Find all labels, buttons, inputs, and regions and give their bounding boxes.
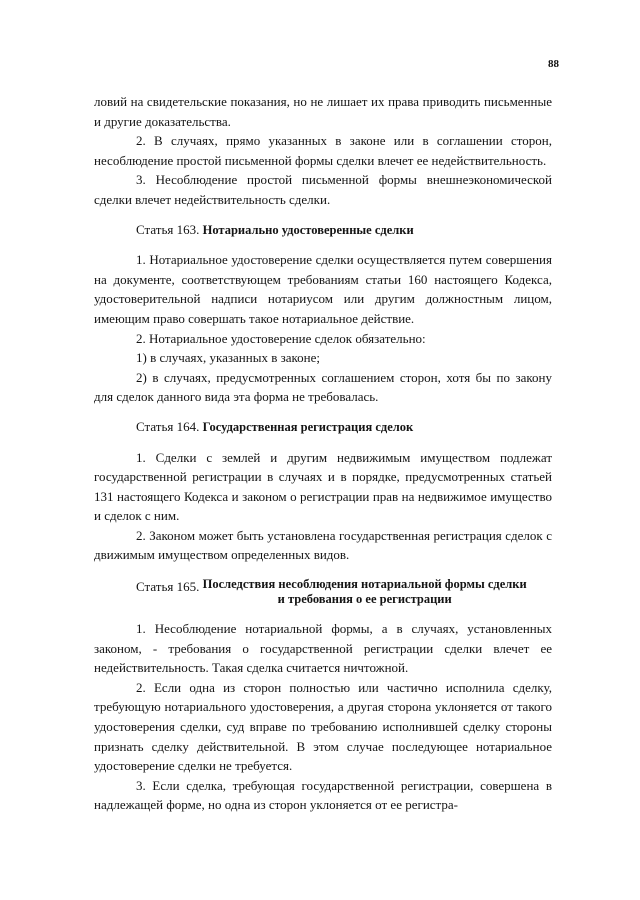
paragraph: 1) в случаях, указанных в законе; <box>136 350 320 366</box>
paragraph: 1. Несоблюдение нотариальной формы, а в случаях, установленных законом, - требования о государственной регистрации сделки влечет ее недействительность. Такая сделка считается ничтожной. <box>94 621 552 676</box>
paragraph: 1. Сделки с землей и другим недвижимым имуществом подлежат государственной регистрации в случаях и в порядке, предусмотренных статьей 131 настоящего Кодекса и законом о регистрации прав на недвижимое имущество и сделок с ним. <box>94 449 552 524</box>
paragraph: 2. Законом может быть установлена государственная регистрация сделок с движимым имуществом определенных видов. <box>94 527 552 563</box>
article-title <box>203 577 527 607</box>
article-title-line: Последствия несоблюдения нотариальной формы сделки <box>202 577 527 592</box>
paragraph: ловий на свидетельские показания, но не лишает их права приводить письменные и другие доказательства. <box>94 94 552 129</box>
paragraph: 3. Несоблюдение простой письменной формы внешнеэкономической сделки влечет недействительность сделки. <box>94 172 552 207</box>
paragraph: 1. Нотариальное удостоверение сделки осуществляется путем совершения на документе, соответствующем требованиям статьи 160 настоящего Кодекса, удостоверительной надписи нотариусом или другим должностным лицом, имеющим право совершать такое нотариальное действие. <box>94 252 552 326</box>
page-content <box>94 92 552 815</box>
article-number: Статья 164. <box>136 418 203 434</box>
article-number: Статья 165. <box>136 579 203 595</box>
paragraph: 2. Если одна из сторон полностью или частично исполнила сделку, требующую нотариального удостоверения, а другая сторона уклоняется от такого удостоверения сделки, суд вправе по требованию исполнившей сделку стороны признать сделку действительной. В этом случае последующее нотариальное удостоверение сделки не требуется. <box>94 679 552 774</box>
paragraph: 2) в случаях, предусмотренных соглашением сторон, хотя бы по закону для сделок данного вида эта форма не требовалась. <box>94 369 552 405</box>
paragraph: 2. В случаях, прямо указанных в законе или в соглашении сторон, несоблюдение простой письменной формы сделки влечет ее недействительность. <box>94 133 552 168</box>
article-title: Государственная регистрация сделок <box>202 419 414 434</box>
article-heading <box>136 577 552 607</box>
article-heading <box>94 220 552 241</box>
paragraph: 2. Нотариальное удостоверение сделок обязательно: <box>136 330 426 346</box>
paragraph: 3. Если сделка, требующая государственной регистрации, совершена в надлежащей форме, но одна из сторон уклоняется от ее регистра- <box>94 777 552 813</box>
page-number: 88 <box>548 58 559 70</box>
article-title-line: и требования о ее регистрации <box>277 592 452 607</box>
article-title: Нотариально удостоверенные сделки <box>202 222 414 237</box>
article-heading <box>94 417 552 438</box>
article-number: Статья 163. <box>136 221 203 237</box>
